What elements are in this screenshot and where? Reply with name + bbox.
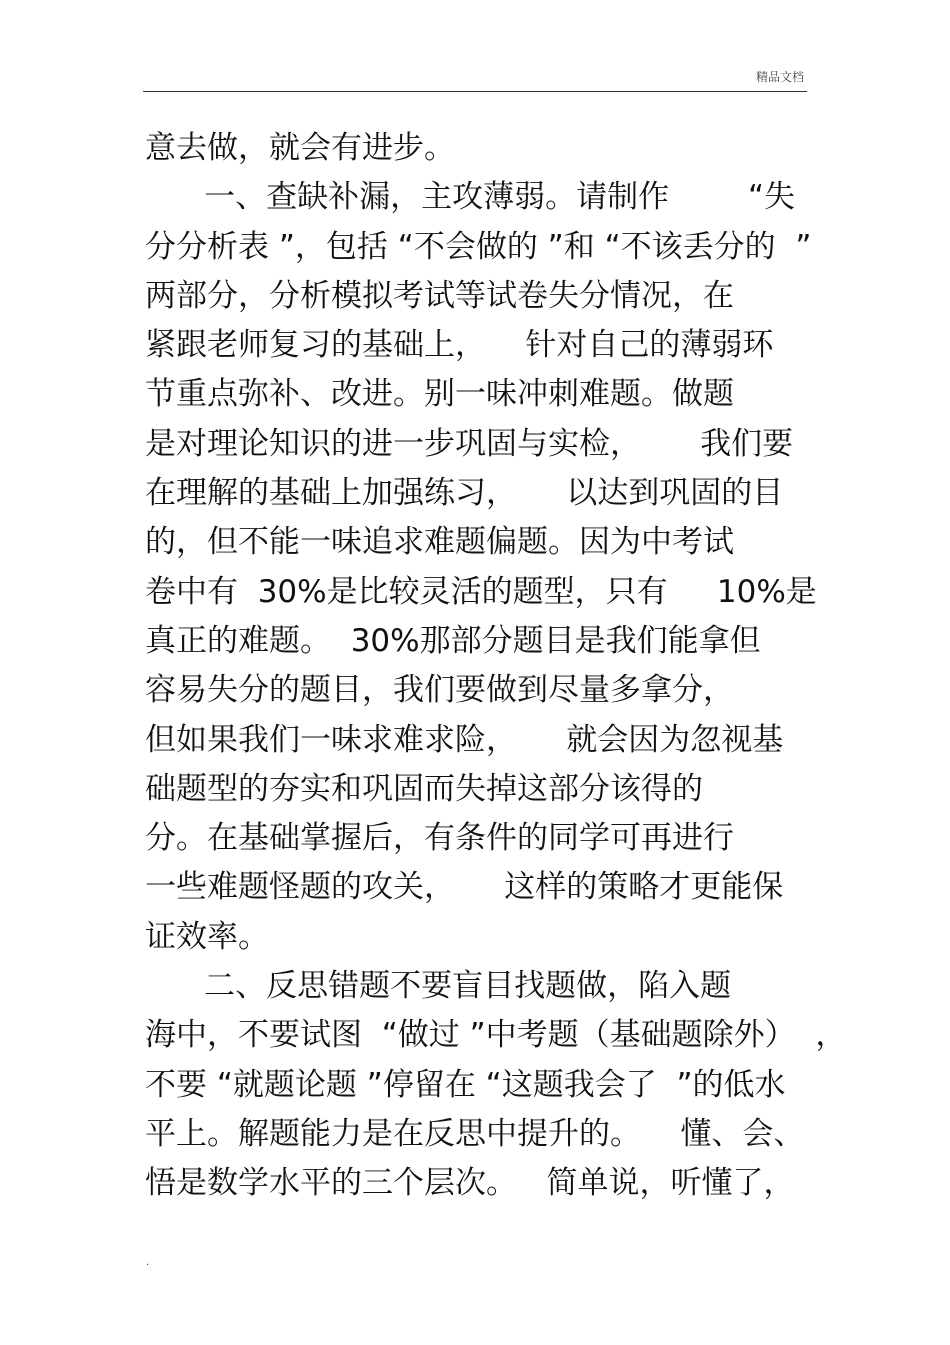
text-line: 两部分，分析模拟考试等试卷失分情况，在 (145, 277, 734, 314)
page-header-label: 精品文档 (755, 70, 804, 84)
text-line: 一、查缺补漏，主攻薄弱。请制作 “失 (145, 179, 796, 216)
text-line: 是对理论知识的进一步巩固与实检， 我们要 (145, 425, 794, 462)
text-line: 础题型的夯实和巩固而失掉这部分该得的 (145, 770, 703, 807)
text-line: 平上。解题能力是在反思中提升的。 懂、会、 (145, 1115, 805, 1152)
text-line: 在理解的基础上加强练习， 以达到巩固的目 (145, 475, 784, 512)
header-divider (143, 91, 807, 92)
text-line: 容易失分的题目，我们要做到尽量多拿分， (145, 672, 734, 709)
text-line: 紧跟老师复习的基础上， 针对自己的薄弱环 (145, 327, 774, 364)
text-line: 节重点弥补、改进。别一味冲刺难题。做题 (145, 376, 734, 413)
text-line: 分分析表 ”，包括 “不会做的 ”和 “不该丢分的 ” (145, 228, 812, 265)
text-line: 海中，不要试图 “做过 ”中考题（基础题除外） ， (145, 1017, 847, 1054)
text-line: 悟是数学水平的三个层次。 简单说，听懂了， (145, 1165, 795, 1202)
text-line: 分。在基础掌握后，有条件的同学可再进行 (145, 820, 734, 857)
text-line: 证效率。 (145, 918, 269, 955)
footer-mark: . (146, 1257, 150, 1268)
text-line: 意去做，就会有进步。 (145, 130, 455, 166)
text-line: 的，但不能一味追求难题偏题。因为中考试 (145, 524, 734, 561)
text-line: 二、反思错题不要盲目找题做，陷入题 (145, 968, 732, 1005)
text-line: 一些难题怪题的攻关， 这样的策略才更能保 (145, 869, 784, 906)
text-line: 不要 “就题论题 ”停留在 “这题我会了 ”的低水 (145, 1066, 786, 1103)
text-line: 卷中有 30%是比较灵活的题型，只有 10%是 (145, 573, 817, 610)
text-line: 真正的难题。 30%那部分题目是我们能拿但 (145, 622, 761, 659)
text-line: 但如果我们一味求难求险， 就会因为忽视基 (145, 721, 784, 758)
document-body (145, 124, 847, 1209)
